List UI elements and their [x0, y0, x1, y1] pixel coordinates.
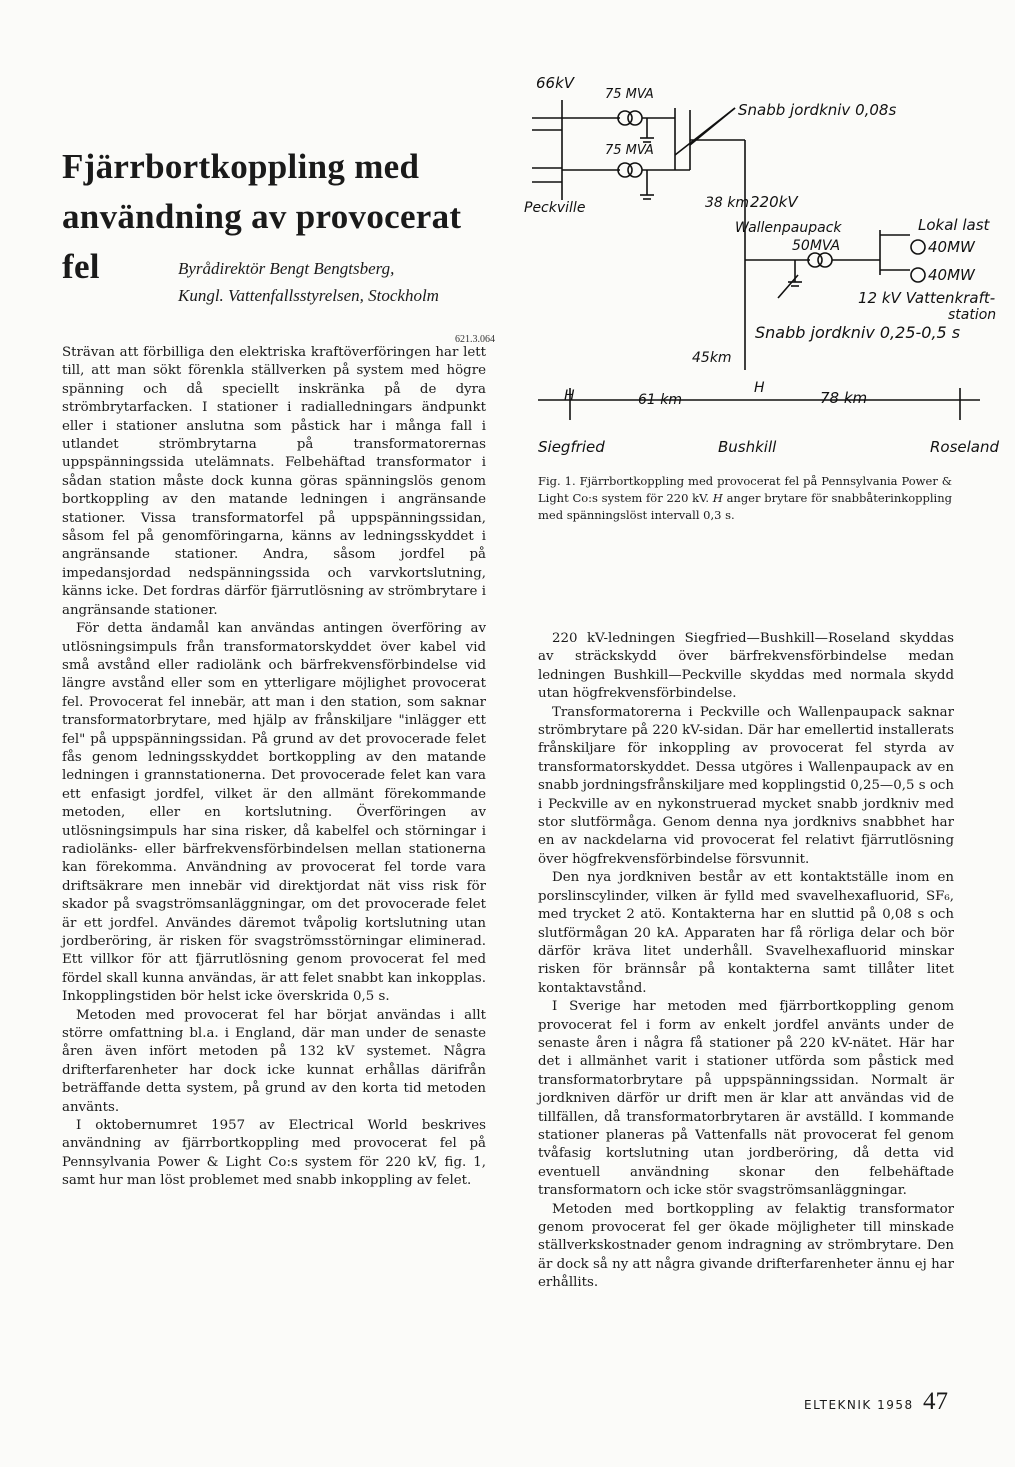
author-byline: [178, 255, 508, 309]
paragraph: 220 kV-ledningen Siegfried—Bushkill—Roseland skyddas av sträckskydd över bärfrekvensförbindelse medan ledningen Bushkill—Peckville skyddas med normala skydd utan högfrekvensförbindelse.: [538, 631, 954, 702]
paragraph: Metoden med provocerat fel har börjat användas i allt större omfattning bl.a. i England, där man under de senaste åren även infört metoden på 132 kV systemet. Några drifterfarenheter har dock icke kunnat erhållas därifrån beträffande detta system, på grund av den korta tid metoden använts.: [62, 1007, 486, 1115]
paragraph: Den nya jordkniven består av ett kontaktställe inom en porslinscylinder, vilken är fylld med svavelhexafluorid, SF₆, med trycket 2 atö. Kontakterna har en sluttid på 0,08 s och slutförmågan 20 kA. Apparaten har få rörliga delar och bör därför kräva litet underhåll. Svavelhexafluorid minskar risken för brännsår på kontakterna samt tillåter litet kontaktavstånd.: [538, 870, 954, 996]
label-wallenpaupack: Wallenpaupack: [735, 220, 842, 236]
label-lokal-last: Lokal last: [918, 216, 990, 234]
caption-text-b: anger brytare för snabbåterinkoppling med spänningslöst intervall 0,3 s.: [538, 491, 952, 522]
page-number: 47: [922, 1388, 948, 1415]
paragraph: För detta ändamål kan användas antingen överföring av utlösningsimpuls från transformatorskyddet över kabel vid små avstånd eller radiolänk och bärfrekvensförbindelse vid längre avstånd eller som en ytterligare möjlighet provocerat fel. Provocerat fel innebär, att man i den station, som saknar transformatorbrytare, med hjälp av frånskiljare "inlägger ett fel" på uppspänningssidan. På grund av det provocerade felet fås genom ledningsskyddet bortkoppling av den matande ledningen i grannstationerna. Det provocerade felet kan vara ett enfasigt jordfel, vilket är den allmänt förekommande metoden, eller en kortslutning. Överföringen av utlösningsimpuls har sina risker, då kabelfel och störningar i radiolänks- eller bärfrekvensförbindelsen mellan stationerna kan förekomma. Användning av provocerat fel torde vara driftsäkrare men innebär vid direktjordat nät viss risk för skador på svagströmsanläggningar, om det provocerade felet är ett jordfel. Användes däremot tvåpolig kortslutning utan jordberöring, är risken för svagströmsstörningar eliminerad. Ett villkor för att fjärrutlösning genom provocerat fel med fördel skall kunna användas, är att felet snabbt kan inkopplas. Inkopplingstiden bör helst icke överskrida 0,5 s.: [62, 621, 486, 1005]
label-78km: 78 km: [820, 389, 868, 407]
label-station: station: [948, 307, 997, 323]
label-h-1: H: [564, 388, 575, 404]
author-affiliation: Kungl. Vattenfallsstyrelsen, Stockholm: [178, 286, 439, 305]
label-vattenkraft: 12 kV Vattenkraft-: [858, 289, 996, 307]
label-bushkill: Bushkill: [718, 438, 777, 456]
figure-caption: [538, 473, 952, 524]
body-column-left: [62, 344, 486, 1191]
label-roseland: Roseland: [930, 438, 1000, 456]
body-column-right: [538, 630, 954, 1293]
article-title: Fjärrbortkoppling med användning av provocerat fel: [62, 147, 462, 286]
network-diagram: [510, 70, 1005, 465]
page-footer: [804, 1388, 954, 1416]
generator-40mw-b: [911, 268, 925, 282]
journal-name: ELTEKNIK 1958: [804, 1398, 914, 1412]
generator-40mw-a: [911, 240, 925, 254]
label-38km: 38 km: [705, 195, 750, 211]
label-220kv: 220kV: [750, 193, 798, 211]
paragraph: Metoden med bortkoppling av felaktig transformator genom provocerat fel ger ökade möjligheter till minskade ställverkskostnader genom indragning av strömbrytare. Den är dock så ny att några givande drifterfarenheter ännu ej har erhållits.: [538, 1201, 954, 1291]
label-66kv: 66kV: [536, 74, 575, 92]
label-snabb-2: Snabb jordkniv 0,25-0,5 s: [755, 323, 961, 342]
caption-prefix: Fig. 1.: [538, 474, 576, 488]
paragraph: I oktobernumret 1957 av Electrical World beskrives användning av fjärrbortkoppling med provocerat fel på Pennsylvania Power & Light Co:s system för 220 kV, fig. 1, samt hur man löst problemet med snabb inkoppling av felet.: [62, 1118, 486, 1189]
caption-h: H: [712, 491, 723, 505]
paragraph: I Sverige har metoden med fjärrbortkoppling genom provocerat fel i form av enkelt jordfel använts under de senaste åren i några få stationer på 220 kV-nätet. Här har det i allmänhet varit i stationer utförda som påstick med transformatorbrytare på uppspänningssidan. Normalt är jordkniven därför ur drift men är klar att användas vid de tillfällen, då transformatorbrytaren är avställd. I kommande stationer planeras på Vattenfalls nät provocerat fel genom tvåfasig kortslutning utan jordberöring, då detta vid eventuell användning skonar den felbehäftade transformatorn och icke stör svagströmsanläggningar.: [538, 999, 954, 1199]
paragraph: Transformatorerna i Peckville och Wallenpaupack saknar strömbrytare på 220 kV-sidan. Där har emellertid installerats frånskiljare för inkoppling av provocerat fel styrda av transformatorskyddet. Dessa utgöres i Wallenpaupack av en snabb jordningsfrånskiljare med kopplingstid 0,25—0,5 s och i Peckville av en nykonstruerad mycket snabb jordkniv med stor slutförmåga. Genom denna nya jordknivs snabbhet har en av nackdelarna vid provocerat fel relativt fjärrutlösning över högfrekvensförbindelse försvunnit.: [538, 704, 954, 867]
label-40mw-b: 40MW: [928, 266, 975, 284]
label-50mva: 50MVA: [792, 238, 841, 254]
label-siegfried: Siegfried: [538, 438, 605, 456]
label-75mva-b: 75 MVA: [605, 143, 654, 158]
caption-text-a: Fjärrbortkoppling med provocerat fel på Pennsylvania Power & Light Co:s system för 220 kV.: [538, 474, 952, 505]
udc-classification: 621.3.064: [455, 334, 495, 345]
label-45km: 45km: [692, 350, 732, 366]
label-40mw-a: 40MW: [928, 238, 975, 256]
label-h-2: H: [754, 380, 765, 396]
label-61km: 61 km: [638, 392, 683, 408]
label-snabb-1: Snabb jordkniv 0,08s: [738, 101, 897, 119]
label-peckville: Peckville: [524, 200, 586, 216]
paragraph: Strävan att förbilliga den elektriska kraftöverföringen har lett till, att man sökt förenkla ställverken på system med högre spänning och då speciellt inskränka på de dyra strömbrytarfacken. I stationer i radialledningars ändpunkt eller i stationer anslutna som påstick har i många fall i utlandet strömbrytarna på transformatorernas uppspänningssida utelämnats. Felbehäftad transformator i sådan station måste dock kunna göras spänningslös genom bortkoppling av den matande ledningen i angränsande stationer. Vissa transformatorfel på uppspänningssidan, såsom fel på genomföringarna, känns av ledningsskyddet i angränsande stationer. Andra, såsom jordfel på impedansjordad nedspänningssida och varvkortslutning, känns icke. Det fordras därför fjärrutlösning av strömbrytare i angränsande stationer.: [62, 345, 486, 618]
author-name: Byrådirektör Bengt Bengtsberg,: [178, 259, 395, 278]
label-75mva-a: 75 MVA: [605, 87, 654, 102]
